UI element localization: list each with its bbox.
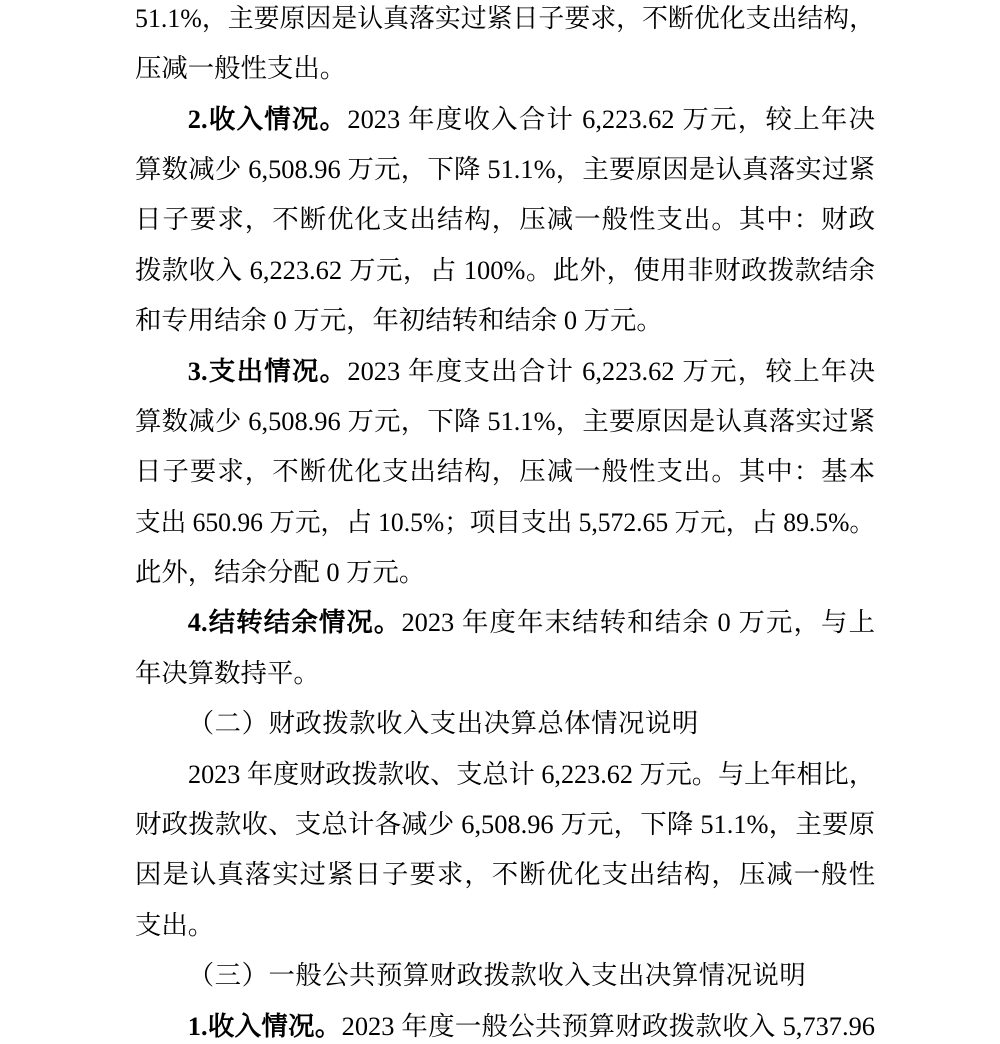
section-1 xyxy=(135,0,875,698)
paragraph-lead: 1.收入情况。 xyxy=(187,1010,342,1041)
text-line: 支出 650.96 万元，占 10.5%；项目支出 5,572.65 万元，占 89.5%。 xyxy=(135,506,876,537)
paragraph xyxy=(135,749,875,951)
text-line: 日子要求，不断优化支出结构，压减一般性支出。其中：财政 xyxy=(135,204,875,235)
text-line xyxy=(188,94,875,144)
text-line: 算数减少 6,508.96 万元，下降 51.1%，主要原因是认真落实过紧 xyxy=(135,405,875,436)
paragraph-lead: 2.收入情况。 xyxy=(187,103,348,134)
text-line xyxy=(188,346,875,396)
text-line: 拨款收入 6,223.62 万元，占 100%。此外，使用非财政拨款结余 xyxy=(135,254,875,285)
paragraph-lead: 3.支出情况。 xyxy=(187,355,348,386)
text-line: 和专用结余 0 万元，年初结转和结余 0 万元。 xyxy=(135,305,663,336)
line-text: 2023 年度收入合计 6,223.62 万元，较上年决 xyxy=(347,103,875,134)
text-line: 支出。 xyxy=(135,909,215,940)
paragraph-income xyxy=(135,1008,875,1044)
text-line: 财政拨款收、支总计各减少 6,508.96 万元，下降 51.1%，主要原 xyxy=(135,809,875,840)
text-line xyxy=(188,1008,875,1044)
paragraph-expenditure xyxy=(135,346,875,598)
text-line: 此外，结余分配 0 万元。 xyxy=(135,557,426,588)
paragraph-income xyxy=(135,94,875,346)
line-text: 2023 年度一般公共预算财政拨款收入 5,737.96 xyxy=(341,1010,875,1041)
section-2 xyxy=(135,698,875,950)
text-line: 日子要求，不断优化支出结构，压减一般性支出。其中：基本 xyxy=(135,456,875,487)
section-heading: （二）财政拨款收入支出决算总体情况说明 xyxy=(187,708,699,739)
paragraph-lead: 4.结转结余情况。 xyxy=(187,607,402,638)
document-body xyxy=(135,0,875,1044)
text-line: 压减一般性支出。 xyxy=(135,53,347,84)
text-line xyxy=(188,597,875,647)
text-line: 2023 年度财政拨款收、支总计 6,223.62 万元。与上年相比， xyxy=(187,758,875,789)
section-3 xyxy=(135,950,875,1044)
text-line: 51.1%，主要原因是认真落实过紧日子要求，不断优化支出结构， xyxy=(135,3,875,33)
paragraph-carryover xyxy=(135,597,875,698)
section-heading: （三）一般公共预算财政拨款收入支出决算情况说明 xyxy=(187,960,807,991)
paragraph xyxy=(135,0,875,94)
text-line: 算数减少 6,508.96 万元，下降 51.1%，主要原因是认真落实过紧 xyxy=(135,153,875,184)
line-text: 2023 年度年末结转和结余 0 万元，与上 xyxy=(401,607,875,638)
line-text: 2023 年度支出合计 6,223.62 万元，较上年决 xyxy=(347,355,875,386)
text-line: 因是认真落实过紧日子要求，不断优化支出结构，压减一般性 xyxy=(135,859,875,890)
text-line: 年决算数持平。 xyxy=(135,657,320,688)
